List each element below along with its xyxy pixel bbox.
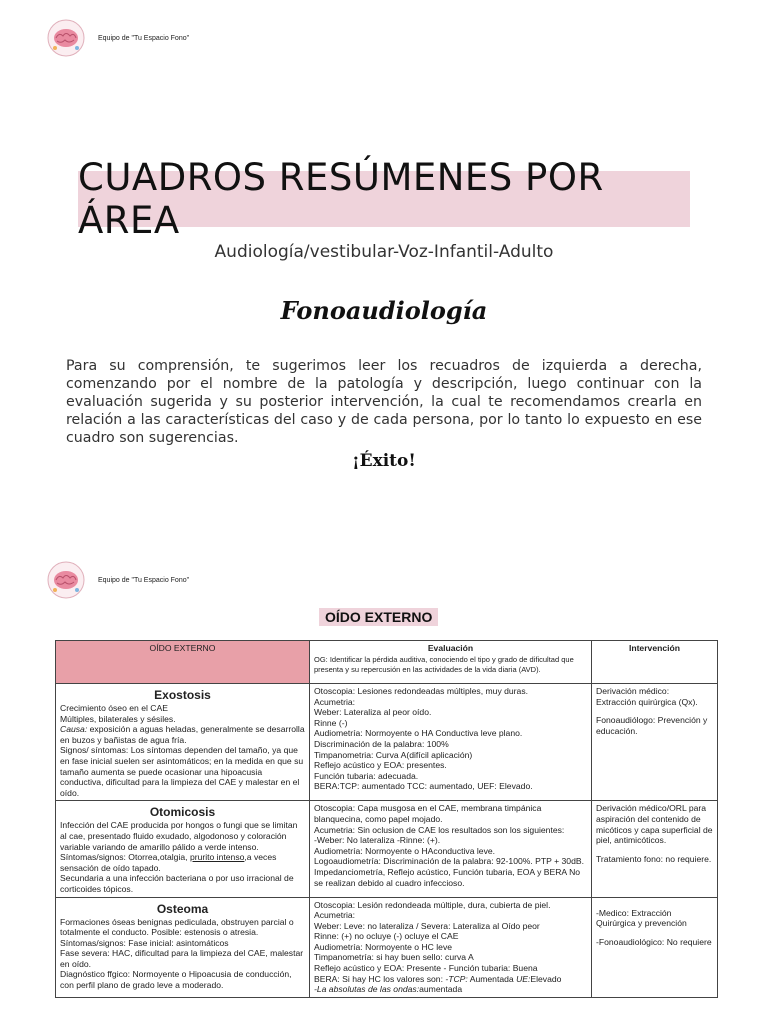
cell-evaluation bbox=[310, 801, 592, 897]
sintomas-text: Síntomas/signos: Otorrea,otalgia, bbox=[60, 852, 190, 863]
ondas-label: -La absolutas de las ondas: bbox=[314, 984, 420, 995]
eval-line: Reflejo acústico y EOA: Presente - Función tubaria: Buena bbox=[314, 963, 538, 974]
eval-line: Otoscopia: Lesión redondeada múltiple, dura, cubierta de piel. bbox=[314, 899, 551, 910]
sintomas-rest: ,a veces sensación de oído tapado. bbox=[60, 852, 277, 873]
exito-text: ¡Éxito! bbox=[352, 451, 416, 471]
eval-line: Audiometría: Normoyente o HAconductiva leve. bbox=[314, 845, 496, 856]
desc-line: Signos/ síntomas: Los síntomas dependen del tamaño, ya que en fase inicial suelen ser asintomáticos; en la medida en que su tamaño aumenta se puede ocasionar una hipoacusia conductiva, dificultad para la limpieza del CAE y malestar en el oído. bbox=[60, 745, 304, 798]
spacer bbox=[596, 929, 713, 937]
eval-line: Acumetria: Sin oclusion de CAE los resultados son los siguientes: bbox=[314, 824, 565, 835]
brain-logo-icon bbox=[46, 560, 86, 600]
eval-line: Logoaudiometría: Discriminación de la palabra: 92-100%. PTP + 30dB. bbox=[314, 856, 584, 867]
eval-line: BERA:TCP: aumentado TCC: aumentado, UEF: Elevado. bbox=[314, 781, 533, 792]
eval-line: Weber: Leve: no lateraliza / Severa: Lateraliza al Oído peor bbox=[314, 920, 540, 931]
desc-line: Fase severa: HAC, dificultad para la limpieza del CAE, malestar en oído. bbox=[60, 948, 304, 969]
desc-line: Formaciones óseas benignas pediculada, obstruyen parcial o totalmente el conducto. Posible: estenosis o atresia. bbox=[60, 916, 294, 938]
brand-header-second bbox=[46, 560, 189, 600]
interv-line: -Fonoaudiológico: No requiere bbox=[596, 936, 712, 947]
brain-logo-icon bbox=[46, 18, 86, 58]
ue-label: UE: bbox=[516, 973, 531, 984]
cell-evaluation bbox=[310, 897, 592, 997]
pathology-name: Osteoma bbox=[156, 901, 209, 916]
desc-line: Secundaria a una infección bacteriana o por uso irracional de corticoides tópicos. bbox=[60, 873, 294, 894]
eval-line: Acumetria: bbox=[314, 696, 356, 707]
team-label: Equipo de "Tu Espacio Fono" bbox=[98, 34, 190, 42]
interv-line: Tratamiento fono: no requiere. bbox=[596, 853, 712, 864]
interv-line: -Medico: Extracción Quirúrgica y prevención bbox=[596, 907, 687, 929]
cell-description bbox=[56, 897, 310, 997]
cell-evaluation bbox=[310, 684, 592, 801]
eval-line: Timpanometria: Curva A(difícil aplicación) bbox=[314, 749, 473, 760]
interv-line: Derivación médico/ORL para aspiración del contenido de micóticos y capa superficial de piel, antimicóticos. bbox=[596, 803, 713, 846]
desc-line: Infección del CAE producida por hongos o fungi que se limitan al cae, presentado fluido exudado, algodonoso y coloración variable variando de amarillo pálido a verde intenso. bbox=[60, 820, 298, 852]
spacer bbox=[596, 900, 713, 908]
cell-description bbox=[56, 684, 310, 801]
table-row bbox=[56, 684, 718, 801]
desc-line bbox=[60, 852, 305, 873]
eval-line: Acumetria: bbox=[314, 910, 356, 921]
eval-line: Audiometría: Normoyente o HC leve bbox=[314, 941, 453, 952]
eval-line bbox=[314, 974, 587, 985]
desc-line: Crecimiento óseo en el CAE bbox=[60, 703, 168, 713]
eval-line: Función tubaria: adecuada. bbox=[314, 770, 419, 781]
header-evaluacion-og: OG: Identificar la pérdida auditiva, conociendo el tipo y grado de dificultad que presenta y su repercusión en las actividades de la vida diaria (AVD). bbox=[314, 654, 574, 674]
desc-line: Múltiples, bilaterales y sésiles. bbox=[60, 713, 176, 724]
eval-line: Weber: Lateraliza al peor oído. bbox=[314, 707, 432, 718]
header-col-evaluacion bbox=[310, 641, 592, 684]
summary-table bbox=[55, 640, 718, 998]
eval-line: Timpanometría: si hay buen sello: curva A bbox=[314, 952, 474, 963]
header-col-oido: OÍDO EXTERNO bbox=[56, 641, 310, 684]
page-subtitle: Audiología/vestibular-Voz-Infantil-Adulto bbox=[214, 242, 554, 262]
team-label: Equipo de "Tu Espacio Fono" bbox=[98, 576, 190, 584]
table-row bbox=[56, 897, 718, 997]
cell-description bbox=[56, 801, 310, 897]
tcp-label: -TCP: bbox=[445, 973, 468, 984]
header-col-intervencion: Intervención bbox=[592, 641, 718, 684]
header-evaluacion-label: Evaluación bbox=[427, 643, 474, 653]
spacer bbox=[596, 846, 713, 854]
cell-intervention bbox=[592, 684, 718, 801]
eval-line: Rinne: (+) no ocluye (-) ocluye el CAE bbox=[314, 931, 459, 942]
eval-line: Reflejo acústico y EOA: presentes. bbox=[314, 760, 447, 771]
causa-label: Causa: bbox=[60, 724, 88, 735]
ondas-value: aumentada bbox=[419, 984, 463, 995]
section-title: OÍDO EXTERNO bbox=[319, 608, 438, 626]
tcp-value: Aumentada bbox=[467, 973, 517, 984]
cell-intervention bbox=[592, 897, 718, 997]
eval-line: Otoscopia: Capa musgosa en el CAE, membrana timpánica blanquecina, como papel mojado. bbox=[314, 803, 542, 824]
brand-header bbox=[46, 18, 189, 58]
desc-line bbox=[60, 724, 305, 745]
pathology-name: Otomicosis bbox=[149, 805, 216, 820]
eval-line: Impedanciometría, Reflejo acústico, Función tubaria, EOA y BERA No se realizan debido al cuadro infeccioso. bbox=[314, 866, 581, 888]
desc-line: Síntomas/signos: Fase inicial: asintomáticos bbox=[60, 937, 229, 948]
eval-line: Discriminación de la palabra: 100% bbox=[314, 738, 449, 749]
title-banner bbox=[78, 156, 690, 242]
pathology-name: Exostosis bbox=[154, 688, 211, 702]
causa-text: exposición a aguas heladas, generalmente se desarrolla en buzos y bañistas de agua fría. bbox=[60, 724, 305, 745]
cell-intervention bbox=[592, 801, 718, 897]
intro-paragraph: Para su comprensión, te sugerimos leer los recuadros de izquierda a derecha, comenzando por el nombre de la patología y descripción, luego continuar con la evaluación sugerida y su posterior intervención, la cual te recomendamos crearla en relación a las características del caso y de cada persona, por lo tanto lo expuesto en ese cuadro son sugerencias. bbox=[66, 358, 702, 446]
bera-text: BERA: Si hay HC los valores son: bbox=[314, 973, 446, 984]
eval-line: Otoscopia: Lesiones redondeadas múltiples, muy duras. bbox=[314, 686, 529, 696]
interv-line: Derivación médico: bbox=[596, 686, 670, 696]
interv-line: Extracción quirúrgica (Qx). bbox=[596, 696, 698, 707]
brand-name: Fonoaudiología bbox=[280, 296, 488, 325]
spacer bbox=[596, 707, 713, 715]
eval-line: Rinne (-) bbox=[314, 717, 348, 728]
eval-line: -Weber: No lateraliza -Rinne: (+). bbox=[314, 835, 441, 846]
ue-value: Elevado bbox=[530, 973, 562, 984]
prurito-underlined: prurito intenso bbox=[189, 852, 245, 863]
table-header-row bbox=[56, 641, 718, 684]
eval-line: Audiometría: Normoyente o HA Conductiva leve plano. bbox=[314, 728, 523, 739]
interv-line: Fonoaudiólogo: Prevención y educación. bbox=[596, 715, 708, 736]
page-title: CUADROS RESÚMENES POR ÁREA bbox=[78, 156, 604, 242]
table-row bbox=[56, 801, 718, 897]
eval-line bbox=[314, 984, 587, 995]
desc-line: Diagnóstico ffgico: Normoyente o Hipoacusia de conducción, con perfil plano de grado leve a moderado. bbox=[60, 969, 292, 991]
